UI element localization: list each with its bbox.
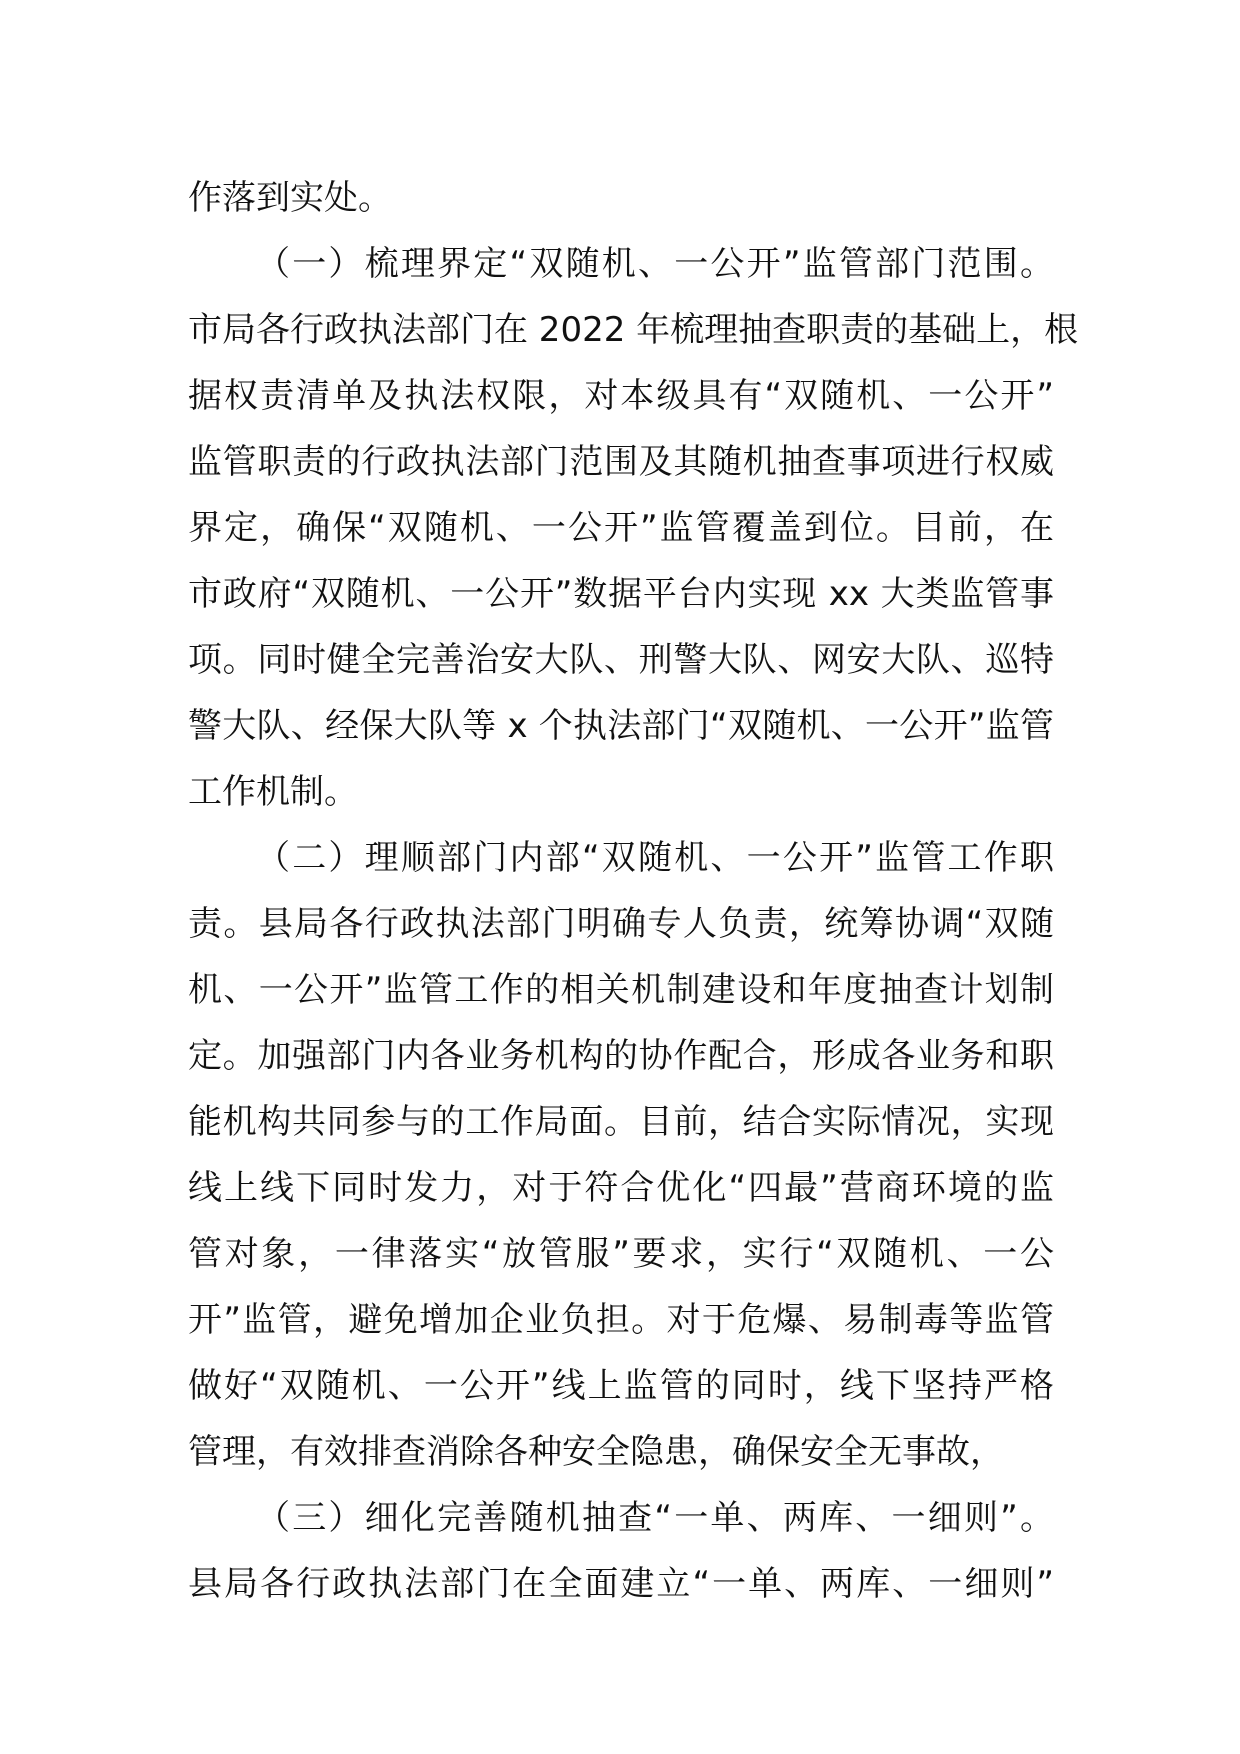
text-line: 县局各行政执法部门在全面建立“一单、两库、一细则”	[188, 1564, 1054, 1604]
text-line: 开”监管，避免增加企业负担。对于危爆、易制毒等监管	[188, 1300, 1054, 1340]
text-line: 监管职责的行政执法部门范围及其随机抽查事项进行权威	[188, 442, 1054, 482]
text-line: 项。同时健全完善治安大队、刑警大队、网安大队、巡特	[188, 640, 1054, 680]
text-line: 定。加强部门内各业务机构的协作配合，形成各业务和职	[188, 1036, 1054, 1076]
text-line: 管理，有效排查消除各种安全隐患，确保安全无事故，	[188, 1432, 1004, 1472]
text-line: 据权责清单及执法权限，对本级具有“双随机、一公开”	[188, 376, 1054, 416]
text-line: 责。县局各行政执法部门明确专人负责，统筹协调“双随	[188, 904, 1054, 944]
text-line: 线上线下同时发力，对于符合优化“四最”营商环境的监	[188, 1168, 1054, 1208]
text-line: 警大队、经保大队等 x 个执法部门“双随机、一公开”监管	[188, 706, 1054, 746]
text-line: 作落到实处。	[188, 178, 392, 218]
text-line: 界定，确保“双随机、一公开”监管覆盖到位。目前，在	[188, 508, 1054, 548]
text-line: 市局各行政执法部门在 2022 年梳理抽查职责的基础上，根	[188, 310, 1079, 350]
text-line: 做好“双随机、一公开”线上监管的同时，线下坚持严格	[188, 1366, 1054, 1406]
text-line: 能机构共同参与的工作局面。目前，结合实际情况，实现	[188, 1102, 1054, 1142]
text-line: 工作机制。	[188, 772, 358, 812]
text-line: 管对象，一律落实“放管服”要求，实行“双随机、一公	[188, 1234, 1054, 1274]
section-heading-3: （三）细化完善随机抽查“一单、两库、一细则”。	[256, 1498, 1054, 1538]
section-heading-2: （二）理顺部门内部“双随机、一公开”监管工作职	[256, 838, 1054, 878]
section-heading-1: （一）梳理界定“双随机、一公开”监管部门范围。	[256, 244, 1054, 284]
text-line: 市政府“双随机、一公开”数据平台内实现 xx 大类监管事	[188, 574, 1054, 614]
text-line: 机、一公开”监管工作的相关机制建设和年度抽查计划制	[188, 970, 1054, 1010]
document-body	[188, 165, 1079, 1617]
